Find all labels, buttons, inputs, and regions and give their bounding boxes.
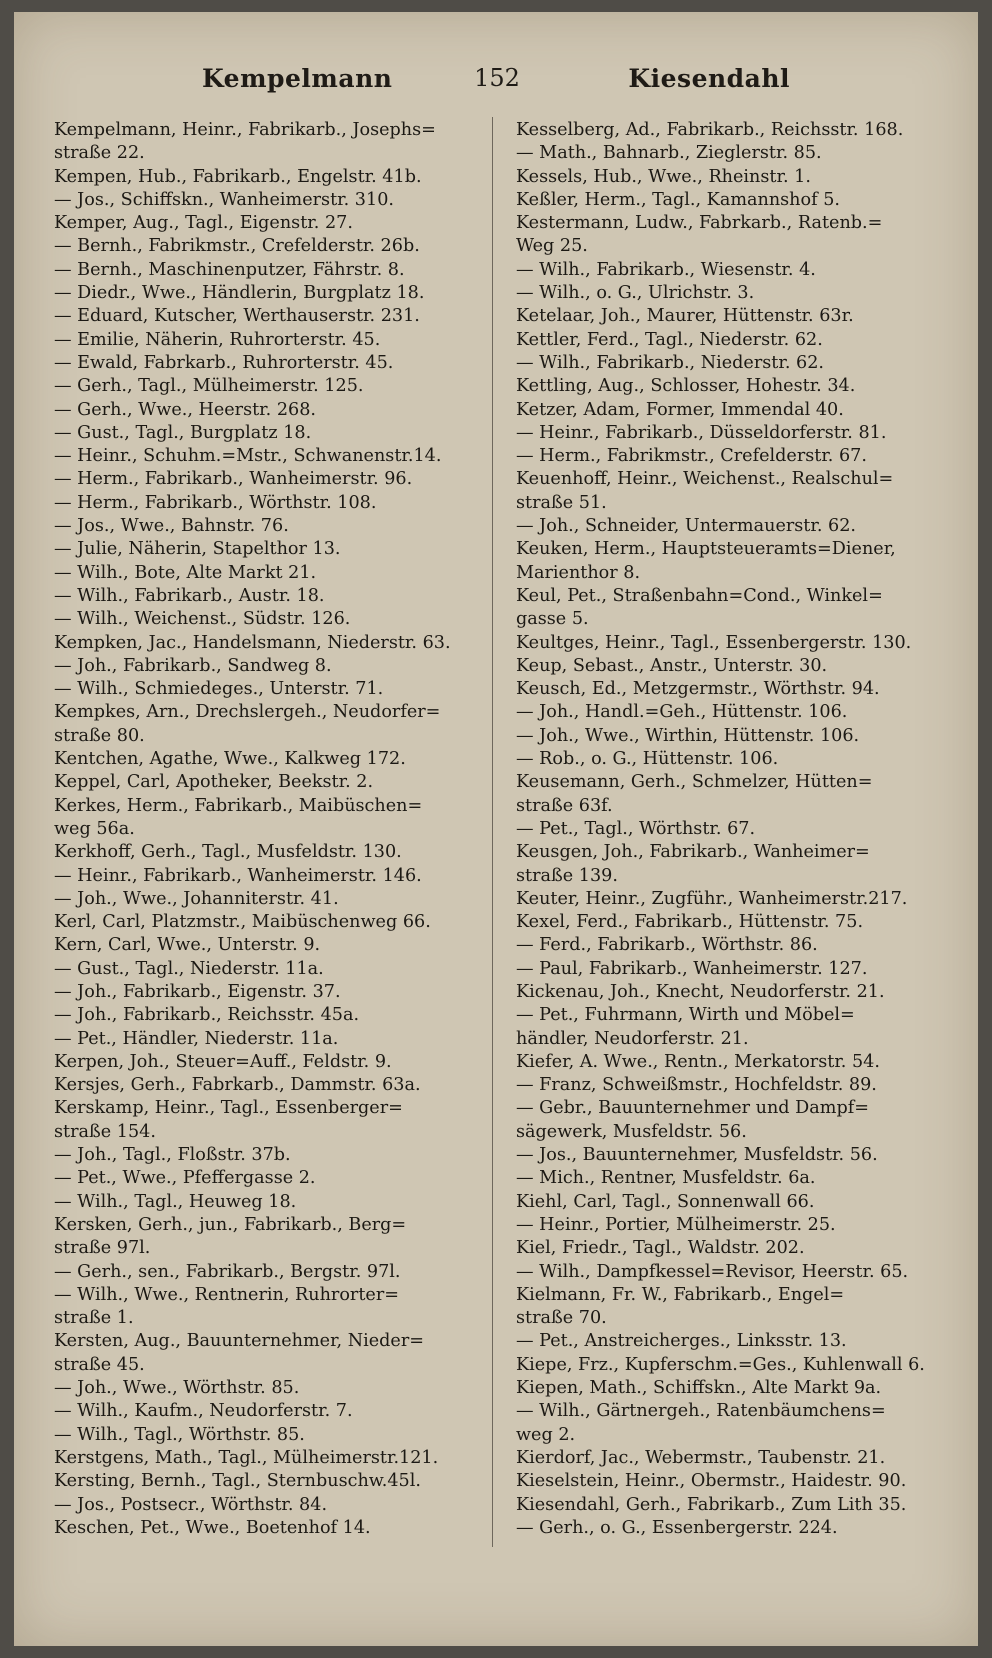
directory-line: straße 63f. <box>516 795 613 816</box>
directory-line: Keusemann, Gerh., Schmelzer, Hütten= <box>516 772 873 793</box>
directory-line: — Joh., Wwe., Wörthstr. 85. <box>54 1378 300 1399</box>
directory-line: Kerskamp, Heinr., Tagl., Essenberger= <box>54 1098 403 1119</box>
directory-line: Kerkes, Herm., Fabrikarb., Maibüschen= <box>54 795 423 816</box>
directory-line: Kersken, Gerh., jun., Fabrikarb., Berg= <box>54 1214 407 1235</box>
directory-line: Kestermann, Ludw., Fabrkarb., Ratenb.= <box>516 213 883 234</box>
directory-line: Kierdorf, Jac., Webermstr., Taubenstr. 21. <box>516 1447 886 1468</box>
directory-line: — Gerh., sen., Fabrikarb., Bergstr. 97l. <box>54 1261 401 1282</box>
directory-line: Ketzer, Adam, Former, Immendal 40. <box>516 399 844 420</box>
header-right-catchword: Kiesendahl <box>628 64 790 93</box>
directory-line: straße 22. <box>54 143 145 164</box>
directory-line: straße 1. <box>54 1308 134 1329</box>
directory-line: — Joh., Fabrikarb., Sandweg 8. <box>54 655 332 676</box>
directory-line: — Wilh., Kaufm., Neudorferstr. 7. <box>54 1401 353 1422</box>
directory-line: — Jos., Schiffskn., Wanheimerstr. 310. <box>54 189 394 210</box>
directory-page <box>14 12 978 1646</box>
directory-line: Kern, Carl, Wwe., Unterstr. 9. <box>54 935 321 956</box>
header-left-catchword: Kempelmann <box>202 64 393 93</box>
directory-line: — Herm., Fabrikarb., Wanheimerstr. 96. <box>54 469 413 490</box>
directory-line: — Joh., Wwe., Johanniterstr. 41. <box>54 888 339 909</box>
directory-line: — Heinr., Schuhm.=Mstr., Schwanenstr.14. <box>54 446 442 467</box>
directory-line: — Wilh., Schmiedeges., Unterstr. 71. <box>54 679 384 700</box>
directory-line: Kersjes, Gerh., Fabrkarb., Dammstr. 63a. <box>54 1075 421 1096</box>
directory-line: straße 70. <box>516 1308 607 1329</box>
directory-line: Kettling, Aug., Schlosser, Hohestr. 34. <box>516 376 856 397</box>
column-divider <box>492 117 493 1547</box>
directory-line: — Eduard, Kutscher, Werthauserstr. 231. <box>54 306 420 327</box>
directory-line: — Gerh., Tagl., Mülheimerstr. 125. <box>54 376 364 397</box>
left-column <box>54 119 472 1540</box>
directory-line: Kempkes, Arn., Drechslergeh., Neudorfer= <box>54 702 441 723</box>
directory-line: Kemper, Aug., Tagl., Eigenstr. 27. <box>54 213 353 234</box>
directory-line: Keusch, Ed., Metzgermstr., Wörthstr. 94. <box>516 679 880 700</box>
directory-line: — Joh., Schneider, Untermauerstr. 62. <box>516 516 857 537</box>
directory-line: — Pet., Anstreicherges., Linksstr. 13. <box>516 1331 847 1352</box>
directory-line: Keuter, Heinr., Zugführ., Wanheimerstr.217. <box>516 888 908 909</box>
directory-line: — Wilh., Weichenst., Südstr. 126. <box>54 609 351 630</box>
directory-line: — Wilh., Tagl., Wörthstr. 85. <box>54 1424 305 1445</box>
directory-line: weg 2. <box>516 1424 576 1445</box>
directory-line: — Joh., Tagl., Floßstr. 37b. <box>54 1145 291 1166</box>
directory-line: — Gerh., Wwe., Heerstr. 268. <box>54 399 317 420</box>
directory-line: — Pet., Wwe., Pfeffergasse 2. <box>54 1168 316 1189</box>
directory-line: straße 139. <box>516 865 618 886</box>
directory-line: — Paul, Fabrikarb., Wanheimerstr. 127. <box>516 958 868 979</box>
right-column <box>516 119 936 1540</box>
directory-line: Kiepe, Frz., Kupferschm.=Ges., Kuhlenwall 6. <box>516 1354 925 1375</box>
directory-line: gasse 5. <box>516 609 589 630</box>
directory-line: Weg 25. <box>516 236 588 257</box>
directory-line: — Wilh., Wwe., Rentnerin, Ruhrorter= <box>54 1284 399 1305</box>
directory-line: Kiel, Friedr., Tagl., Waldstr. 202. <box>516 1238 805 1259</box>
directory-line: — Julie, Näherin, Stapelthor 13. <box>54 539 341 560</box>
directory-line: — Wilh., Fabrikarb., Wiesenstr. 4. <box>516 259 816 280</box>
directory-line: — Ferd., Fabrikarb., Wörthstr. 86. <box>516 935 818 956</box>
directory-line: Kempken, Jac., Handelsmann, Niederstr. 63. <box>54 632 451 653</box>
directory-line: — Herm., Fabrikarb., Wörthstr. 108. <box>54 492 377 513</box>
directory-line: — Joh., Fabrikarb., Reichsstr. 45a. <box>54 1005 360 1026</box>
directory-line: Kerkhoff, Gerh., Tagl., Musfeldstr. 130. <box>54 842 402 863</box>
directory-line: Kersting, Bernh., Tagl., Sternbuschw.45l. <box>54 1471 421 1492</box>
directory-line: — Gebr., Bauunternehmer und Dampf= <box>516 1098 869 1119</box>
directory-line: Kerpen, Joh., Steuer=Auff., Feldstr. 9. <box>54 1051 392 1072</box>
directory-line: — Joh., Wwe., Wirthin, Hüttenstr. 106. <box>516 725 860 746</box>
directory-line: Keul, Pet., Straßenbahn=Cond., Winkel= <box>516 585 883 606</box>
directory-line: Keuken, Herm., Hauptsteueramts=Diener, <box>516 539 896 560</box>
directory-line: Kiehl, Carl, Tagl., Sonnenwall 66. <box>516 1191 815 1212</box>
directory-line: Keschen, Pet., Wwe., Boetenhof 14. <box>54 1517 371 1538</box>
directory-line: — Wilh., Gärtnergeh., Ratenbäumchens= <box>516 1401 886 1422</box>
directory-line: Kiepen, Math., Schiffskn., Alte Markt 9a. <box>516 1378 882 1399</box>
directory-line: — Jos., Postsecr., Wörthstr. 84. <box>54 1494 328 1515</box>
directory-line: — Joh., Fabrikarb., Eigenstr. 37. <box>54 981 341 1002</box>
directory-line: — Jos., Bauunternehmer, Musfeldstr. 56. <box>516 1145 878 1166</box>
directory-line: händler, Neudorferstr. 21. <box>516 1028 749 1049</box>
directory-line: — Pet., Händler, Niederstr. 11a. <box>54 1028 339 1049</box>
directory-line: — Heinr., Fabrikarb., Düsseldorferstr. 81. <box>516 422 887 443</box>
directory-line: straße 51. <box>516 492 607 513</box>
directory-line: — Math., Bahnarb., Zieglerstr. 85. <box>516 143 822 164</box>
directory-line: — Wilh., Fabrikarb., Austr. 18. <box>54 585 325 606</box>
directory-line: — Pet., Tagl., Wörthstr. 67. <box>516 818 756 839</box>
directory-line: straße 97l. <box>54 1238 151 1259</box>
directory-line: — Wilh., o. G., Ulrichstr. 3. <box>516 283 755 304</box>
page-number: 152 <box>474 64 520 92</box>
directory-line: Marienthor 8. <box>516 562 641 583</box>
directory-line: Kerl, Carl, Platzmstr., Maibüschenweg 66. <box>54 912 431 933</box>
directory-line: straße 45. <box>54 1354 145 1375</box>
directory-line: — Wilh., Tagl., Heuweg 18. <box>54 1191 297 1212</box>
directory-line: sägewerk, Musfeldstr. 56. <box>516 1121 747 1142</box>
directory-line: Kempelmann, Heinr., Fabrikarb., Josephs= <box>54 120 436 140</box>
directory-line: Keup, Sebast., Anstr., Unterstr. 30. <box>516 655 828 676</box>
directory-line: Kessels, Hub., Wwe., Rheinstr. 1. <box>516 166 811 187</box>
directory-line: Keusgen, Joh., Fabrikarb., Wanheimer= <box>516 842 870 863</box>
directory-line: Kieselstein, Heinr., Obermstr., Haidestr. 90. <box>516 1471 907 1492</box>
directory-line: Ketelaar, Joh., Maurer, Hüttenstr. 63r. <box>516 306 854 327</box>
directory-line: weg 56a. <box>54 818 135 839</box>
directory-line: — Wilh., Fabrikarb., Niederstr. 62. <box>516 352 824 373</box>
directory-line: straße 154. <box>54 1121 156 1142</box>
directory-line: Kerstgens, Math., Tagl., Mülheimerstr.121. <box>54 1447 439 1468</box>
directory-line: — Wilh., Bote, Alte Markt 21. <box>54 562 317 583</box>
directory-line: — Gerh., o. G., Essenbergerstr. 224. <box>516 1517 838 1538</box>
directory-line: — Heinr., Fabrikarb., Wanheimerstr. 146. <box>54 865 422 886</box>
directory-line: — Heinr., Portier, Mülheimerstr. 25. <box>516 1214 836 1235</box>
directory-line: — Franz, Schweißmstr., Hochfeldstr. 89. <box>516 1075 877 1096</box>
directory-line: — Wilh., Dampfkessel=Revisor, Heerstr. 65. <box>516 1261 909 1282</box>
directory-line: — Gust., Tagl., Niederstr. 11a. <box>54 958 324 979</box>
directory-line: — Ewald, Fabrkarb., Ruhrorterstr. 45. <box>54 352 394 373</box>
directory-line: — Gust., Tagl., Burgplatz 18. <box>54 422 312 443</box>
directory-line: — Diedr., Wwe., Händlerin, Burgplatz 18. <box>54 283 425 304</box>
directory-line: Kickenau, Joh., Knecht, Neudorferstr. 21. <box>516 981 885 1002</box>
directory-line: — Bernh., Maschinenputzer, Fährstr. 8. <box>54 259 405 280</box>
directory-line: — Rob., o. G., Hüttenstr. 106. <box>516 749 779 770</box>
directory-line: Keuenhoff, Heinr., Weichenst., Realschul= <box>516 469 894 490</box>
directory-line: Kempen, Hub., Fabrikarb., Engelstr. 41b. <box>54 166 422 187</box>
directory-line: Kettler, Ferd., Tagl., Niederstr. 62. <box>516 329 823 350</box>
directory-line: Kersten, Aug., Bauunternehmer, Nieder= <box>54 1331 424 1352</box>
directory-line: Kiefer, A. Wwe., Rentn., Merkatorstr. 54. <box>516 1051 880 1072</box>
directory-line: — Mich., Rentner, Musfeldstr. 6a. <box>516 1168 816 1189</box>
directory-line: Kexel, Ferd., Fabrikarb., Hüttenstr. 75. <box>516 912 864 933</box>
directory-line: Keultges, Heinr., Tagl., Essenbergerstr. 130. <box>516 632 912 653</box>
directory-line: Keßler, Herm., Tagl., Kamannshof 5. <box>516 189 840 210</box>
directory-line: Kesselberg, Ad., Fabrikarb., Reichsstr. 168. <box>516 120 904 140</box>
directory-line: — Bernh., Fabrikmstr., Crefelderstr. 26b. <box>54 236 420 257</box>
page-header <box>54 64 940 100</box>
directory-line: Kentchen, Agathe, Wwe., Kalkweg 172. <box>54 749 406 770</box>
directory-line: straße 80. <box>54 725 145 746</box>
directory-line: — Jos., Wwe., Bahnstr. 76. <box>54 516 289 537</box>
directory-line: — Joh., Handl.=Geh., Hüttenstr. 106. <box>516 702 848 723</box>
directory-line: — Herm., Fabrikmstr., Crefelderstr. 67. <box>516 446 867 467</box>
directory-line: Kielmann, Fr. W., Fabrikarb., Engel= <box>516 1284 845 1305</box>
directory-line: — Pet., Fuhrmann, Wirth und Möbel= <box>516 1005 855 1026</box>
directory-line: Kiesendahl, Gerh., Fabrikarb., Zum Lith 35. <box>516 1494 907 1515</box>
directory-line: — Emilie, Näherin, Ruhrorterstr. 45. <box>54 329 381 350</box>
directory-line: Keppel, Carl, Apotheker, Beekstr. 2. <box>54 772 374 793</box>
